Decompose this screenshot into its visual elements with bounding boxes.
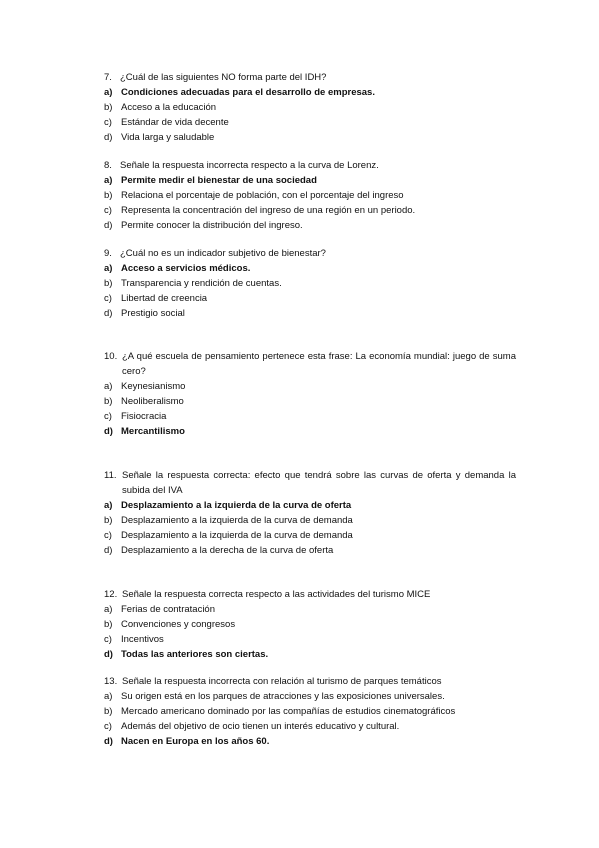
- option-b: [104, 704, 516, 719]
- question-11: [104, 468, 516, 558]
- option-d: [104, 130, 516, 145]
- option-c: [104, 528, 516, 543]
- question-line: [104, 246, 516, 261]
- question-text: Señale la respuesta correcta: efecto que tendrá sobre las curvas de oferta y demanda la subida del IVA: [122, 470, 516, 496]
- question-line: [104, 674, 516, 689]
- question-line: [104, 158, 516, 173]
- option-a: [104, 85, 516, 100]
- option-text: Libertad de creencia: [121, 293, 208, 304]
- option-text: Mercantilismo: [121, 426, 185, 437]
- option-text: Vida larga y saludable: [121, 132, 215, 143]
- option-text: Desplazamiento a la izquierda de la curva de demanda: [121, 515, 353, 526]
- option-b: [104, 513, 516, 528]
- option-c: [104, 203, 516, 218]
- option-letter: c): [104, 634, 112, 645]
- option-text: Estándar de vida decente: [121, 117, 229, 128]
- question-number: 8.: [104, 160, 112, 171]
- option-c: [104, 632, 516, 647]
- option-letter: a): [104, 604, 113, 615]
- option-text: Relaciona el porcentaje de población, con el porcentaje del ingreso: [121, 190, 404, 201]
- option-text: Ferias de contratación: [121, 604, 215, 615]
- option-letter: c): [104, 205, 112, 216]
- option-letter: c): [104, 411, 112, 422]
- option-text: Nacen en Europa en los años 60.: [121, 736, 270, 747]
- option-a: [104, 689, 516, 704]
- option-text: Representa la concentración del ingreso de una región en un periodo.: [121, 205, 416, 216]
- option-letter: d): [104, 132, 113, 143]
- option-letter: b): [104, 706, 113, 717]
- question-text: ¿Cuál de las siguientes NO forma parte del IDH?: [120, 72, 327, 83]
- option-letter: b): [104, 278, 113, 289]
- option-letter: b): [104, 102, 113, 113]
- option-letter: d): [104, 308, 113, 319]
- option-letter: c): [104, 530, 112, 541]
- option-letter: d): [104, 649, 113, 660]
- option-text: Condiciones adecuadas para el desarrollo de empresas.: [121, 87, 375, 98]
- option-text: Convenciones y congresos: [121, 619, 236, 630]
- option-text: Mercado americano dominado por las compañías de estudios cinematográficos: [121, 706, 456, 717]
- option-letter: d): [104, 220, 113, 231]
- option-b: [104, 394, 516, 409]
- option-letter: b): [104, 619, 113, 630]
- question-8: [104, 158, 516, 233]
- option-c: [104, 115, 516, 130]
- option-letter: a): [104, 87, 113, 98]
- question-number: 10.: [104, 351, 118, 362]
- question-text: Señale la respuesta correcta respecto a las actividades del turismo MICE: [122, 589, 431, 600]
- question-text: ¿Cuál no es un indicador subjetivo de bienestar?: [120, 248, 326, 259]
- option-letter: b): [104, 396, 113, 407]
- question-number: 7.: [104, 72, 112, 83]
- option-c: [104, 291, 516, 306]
- option-text: Transparencia y rendición de cuentas.: [121, 278, 282, 289]
- option-b: [104, 188, 516, 203]
- option-text: Además del objetivo de ocio tienen un interés educativo y cultural.: [121, 721, 400, 732]
- option-text: Prestigio social: [121, 308, 185, 319]
- option-d: [104, 306, 516, 321]
- option-c: [104, 719, 516, 734]
- option-text: Keynesianismo: [121, 381, 186, 392]
- option-text: Fisiocracia: [121, 411, 167, 422]
- question-9: [104, 246, 516, 321]
- option-letter: a): [104, 381, 113, 392]
- option-text: Acceso a servicios médicos.: [121, 263, 251, 274]
- option-d: [104, 424, 516, 439]
- option-letter: b): [104, 190, 113, 201]
- option-letter: b): [104, 515, 113, 526]
- question-line: [104, 587, 516, 602]
- option-text: Permite medir el bienestar de una sociedad: [121, 175, 317, 186]
- option-text: Desplazamiento a la izquierda de la curva de oferta: [121, 500, 352, 511]
- option-letter: a): [104, 175, 113, 186]
- option-text: Todas las anteriores son ciertas.: [121, 649, 269, 660]
- option-letter: a): [104, 263, 113, 274]
- option-d: [104, 543, 516, 558]
- option-text: Incentivos: [121, 634, 164, 645]
- option-letter: a): [104, 500, 113, 511]
- option-b: [104, 276, 516, 291]
- option-text: Su origen está en los parques de atracciones y las exposiciones universales.: [121, 691, 445, 702]
- question-line: [104, 70, 516, 85]
- question-10: [104, 349, 516, 439]
- option-letter: d): [104, 545, 113, 556]
- option-letter: d): [104, 426, 113, 437]
- question-number: 9.: [104, 248, 112, 259]
- question-number: 12.: [104, 589, 118, 600]
- option-b: [104, 617, 516, 632]
- question-13: [104, 674, 516, 749]
- option-d: [104, 734, 516, 749]
- question-number: 13.: [104, 676, 118, 687]
- option-a: [104, 261, 516, 276]
- question-text: ¿A qué escuela de pensamiento pertenece esta frase: La economía mundial: juego de suma cero?: [122, 351, 516, 377]
- question-text: Señale la respuesta incorrecta respecto a la curva de Lorenz.: [120, 160, 379, 171]
- option-a: [104, 173, 516, 188]
- option-d: [104, 218, 516, 233]
- question-12: [104, 587, 516, 662]
- question-line: [104, 349, 516, 379]
- question-text: Señale la respuesta incorrecta con relación al turismo de parques temáticos: [122, 676, 442, 687]
- option-a: [104, 379, 516, 394]
- option-letter: c): [104, 293, 112, 304]
- option-text: Neoliberalismo: [121, 396, 184, 407]
- option-a: [104, 602, 516, 617]
- question-7: [104, 70, 516, 145]
- option-a: [104, 498, 516, 513]
- option-letter: c): [104, 721, 112, 732]
- option-letter: a): [104, 691, 113, 702]
- question-number: 11.: [104, 470, 117, 481]
- option-text: Permite conocer la distribución del ingreso.: [121, 220, 303, 231]
- option-d: [104, 647, 516, 662]
- option-b: [104, 100, 516, 115]
- question-line: [104, 468, 516, 498]
- option-letter: d): [104, 736, 113, 747]
- option-c: [104, 409, 516, 424]
- option-letter: c): [104, 117, 112, 128]
- option-text: Desplazamiento a la izquierda de la curva de demanda: [121, 530, 353, 541]
- option-text: Acceso a la educación: [121, 102, 217, 113]
- option-text: Desplazamiento a la derecha de la curva de oferta: [121, 545, 334, 556]
